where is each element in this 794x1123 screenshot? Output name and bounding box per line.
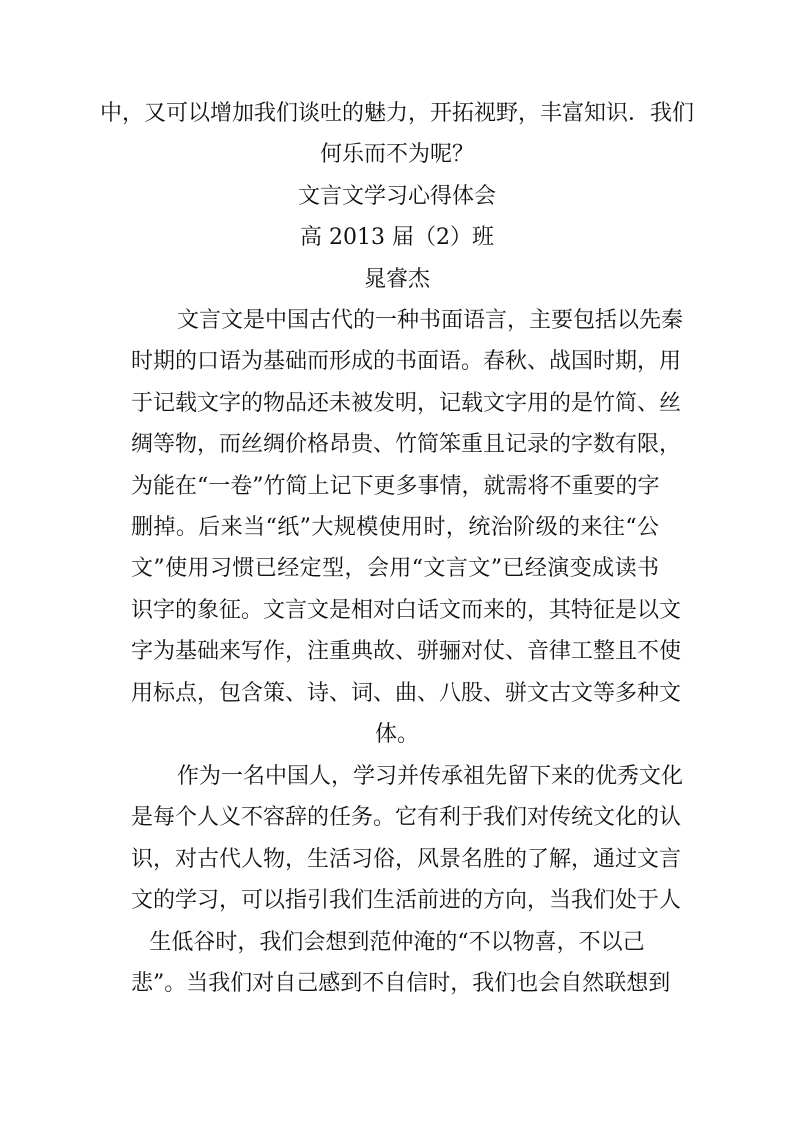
paragraph-1-line-10: 用标点，包含策、诗、词、曲、八股、骈文古文等多种文 xyxy=(131,681,682,706)
paragraph-2-line-2: 是每个人义不容辞的任务。它有利于我们对传统文化的认 xyxy=(131,805,682,830)
paragraph-2-line-4: 文的学习，可以指引我们生活前进的方向，当我们处于人 xyxy=(131,888,682,913)
class-line: 高 2013 届（2）班 xyxy=(300,225,494,250)
paragraph-1-line-4: 绸等物，而丝绸价格昂贵、竹简笨重且记录的字数有限， xyxy=(131,432,682,457)
paragraph-1-line-5: 为能在“一卷”竹简上记下更多事情，就需将不重要的字 xyxy=(131,474,660,499)
author-name: 晁睿杰 xyxy=(363,267,430,292)
paragraph-2-line-5: 生低谷时，我们会想到范仲淹的“不以物喜，不以己 xyxy=(149,930,645,955)
paragraph-1-line-8: 识字的象征。文言文是相对白话文而来的，其特征是以文 xyxy=(131,598,682,623)
paragraph-1-line-3: 于记载文字的物品还未被发明，记载文字用的是竹简、丝 xyxy=(131,391,682,416)
continuation-line-1: 中，又可以增加我们谈吐的魅力，开拓视野，丰富知识．我们 xyxy=(99,101,694,126)
paragraph-1-line-2: 时期的口语为基础而形成的书面语。春秋、战国时期，用 xyxy=(131,349,682,374)
paragraph-2-line-1: 作为一名中国人，学习并传承祖先留下来的优秀文化 xyxy=(177,764,684,789)
continuation-line-2: 何乐而不为呢？ xyxy=(319,142,474,167)
essay-title: 文言文学习心得体会 xyxy=(297,184,496,209)
paragraph-1-line-6: 删掉。后来当“纸”大规模使用时，统治阶级的来往“公 xyxy=(131,515,659,540)
paragraph-2-line-6: 悲”。当我们对自己感到不自信时，我们也会自然联想到 xyxy=(131,971,671,996)
paragraph-1-line-1: 文言文是中国古代的一种书面语言，主要包括以先秦 xyxy=(177,308,684,333)
paragraph-1-line-7: 文”使用习惯已经定型，会用“文言文”已经演变成读书 xyxy=(131,556,659,581)
paragraph-2-line-3: 识，对古代人物，生活习俗，风景名胜的了解，通过文言 xyxy=(131,847,682,872)
paragraph-1-line-11: 体。 xyxy=(374,722,419,747)
paragraph-1-line-9: 字为基础来写作，注重典故、骈骊对仗、音律工整且不使 xyxy=(131,639,682,664)
